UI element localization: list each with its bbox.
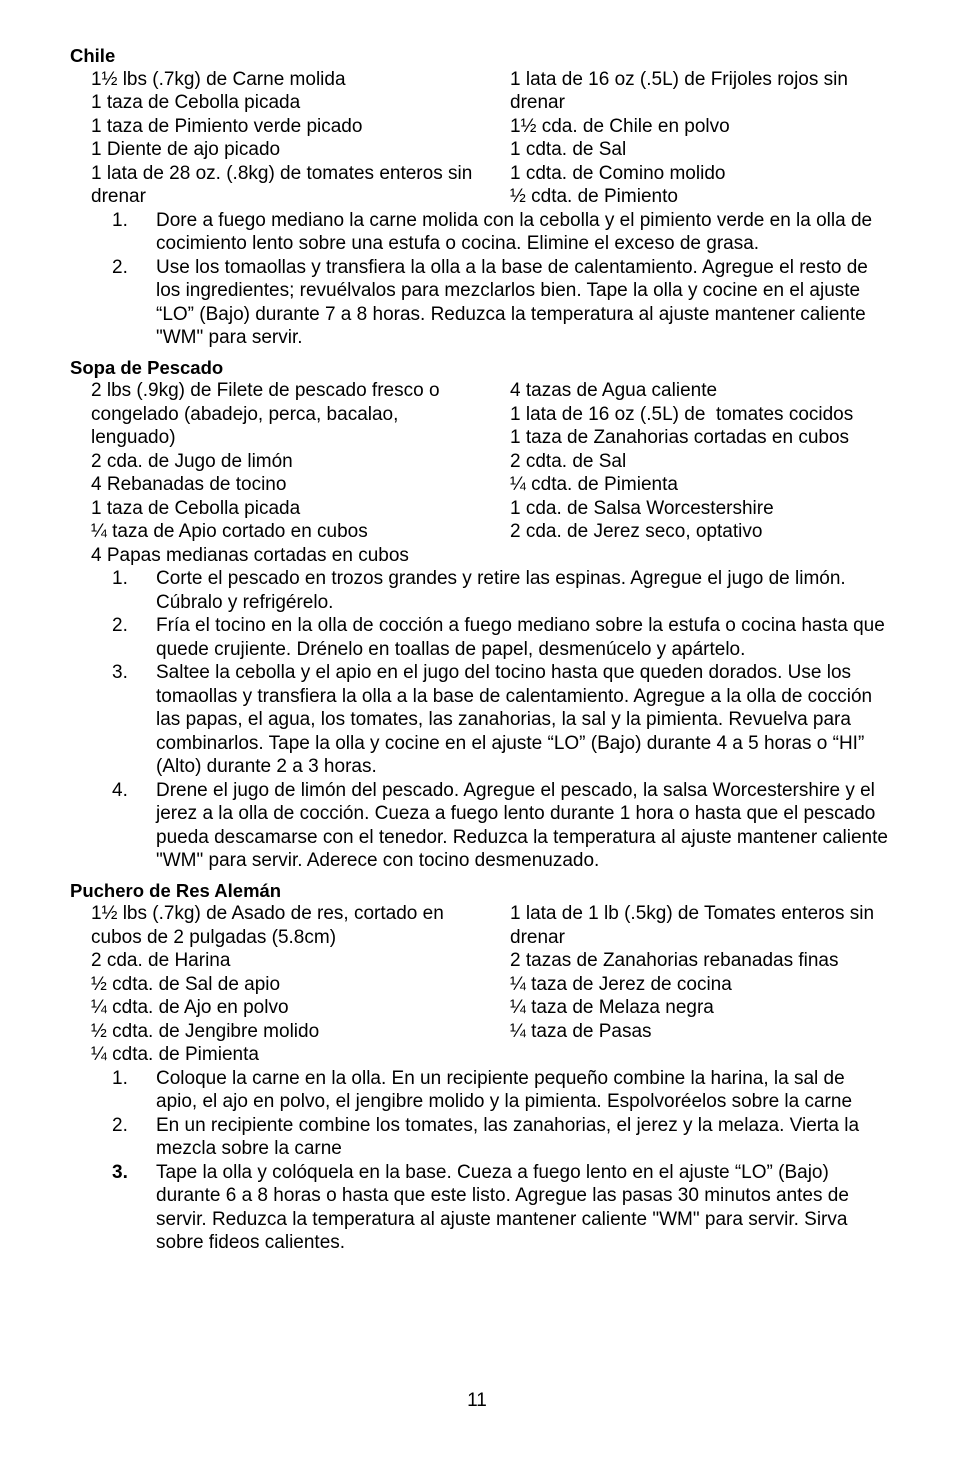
recipe-puchero-de-res-aleman — [70, 879, 890, 1255]
step-number: 3. — [112, 1161, 128, 1183]
ingredient: ½ cdta. de Pimiento — [510, 186, 678, 207]
recipe-chile — [70, 44, 890, 350]
ingredients-list — [70, 68, 890, 209]
ingredient: 1 lata de 28 oz. (.8kg) de tomates enteros sin drenar — [91, 162, 478, 207]
ingredient: 1 lata de 16 oz (.5L) de tomates cocidos — [510, 403, 854, 425]
recipe-title: Chile — [70, 45, 116, 66]
ingredient: 4 Papas medianas cortadas en cubos — [91, 544, 409, 566]
ingredient: 1 lata de 1 lb (.5kg) de Tomates enteros sin drenar — [510, 903, 880, 948]
ingredient: 1 cdta. de Sal — [510, 139, 627, 160]
ingredients-right-column — [510, 379, 890, 544]
ingredient: ¼ taza de Jerez de cocina — [510, 973, 732, 995]
ingredients-list — [70, 902, 890, 1043]
ingredients-left-column — [91, 68, 510, 209]
step — [70, 1067, 890, 1114]
step-number: 1. — [112, 568, 128, 589]
step-text: En un recipiente combine los tomates, las zanahorias, el jerez y la melaza. Vierta la mezcla sobre la carne — [156, 1114, 860, 1159]
step-text: Drene el jugo de limón del pescado. Agregue el pescado, la salsa Worcestershire y el jerez a la olla de cocción. Cueza a fuego lento durante 1 hora o hasta que el pescado pueda descamarse con el tenedor. Reduzca la temperatura al ajuste mantener caliente "WM" para servir. Aderece con tocino desmenuzado. — [156, 779, 888, 871]
ingredient: 1 cda. de Salsa Worcestershire — [510, 497, 774, 519]
step — [70, 614, 890, 661]
ingredient: ¼ taza de Melaza negra — [510, 997, 714, 1018]
ingredient: 1 lata de 16 oz (.5L) de Frijoles rojos sin drenar — [510, 68, 854, 113]
step-number: 4. — [112, 779, 128, 801]
step — [70, 779, 890, 873]
ingredient: ¼ taza de Apio cortado en cubos — [91, 521, 368, 542]
ingredient: 1 cdta. de Comino molido — [510, 162, 726, 184]
ingredients-list — [70, 379, 890, 544]
ingredient: 4 tazas de Agua caliente — [510, 380, 718, 401]
ingredient: 2 cdta. de Sal — [510, 450, 627, 472]
recipe-sopa-de-pescado — [70, 356, 890, 873]
step — [70, 1161, 890, 1255]
ingredient: ¼ taza de Pasas — [510, 1020, 652, 1042]
step-text: Coloque la carne en la olla. En un recipiente pequeño combine la harina, la sal de apio, el ajo en polvo, el jengibre molido y la pimienta. Espolvoréelos sobre la carne — [156, 1067, 853, 1112]
ingredient: 2 cda. de Jugo de limón — [91, 450, 293, 472]
step-text: Fría el tocino en la olla de cocción a fuego mediano sobre la estufa o cocina hasta que quede crujiente. Drénelo en toallas de papel, desmenúcelo y apártelo. — [156, 615, 885, 660]
step — [70, 567, 890, 614]
ingredient: 2 lbs (.9kg) de Filete de pescado fresco o congelado (abadejo, perca, bacalao, lenguado) — [91, 380, 445, 448]
ingredient: 1 taza de Pimiento verde picado — [91, 115, 363, 137]
step — [70, 1114, 890, 1161]
step-number: 2. — [112, 256, 128, 278]
step-text: Dore a fuego mediano la carne molida con la cebolla y el pimiento verde en la olla de cocimiento lento sobre una estufa o cocina. Elimine el exceso de grasa. — [156, 209, 873, 254]
step-number: 1. — [112, 1067, 128, 1089]
step — [70, 256, 890, 350]
recipe-title: Puchero de Res Alemán — [70, 879, 282, 901]
step-number: 2. — [112, 1114, 128, 1136]
step-text: Use los tomaollas y transfiera la olla a la base de calentamiento. Agregue el resto de los ingredientes; revuélvalos para mezclarlos bien. Tape la olla y cocine en el ajuste “LO” (Bajo) durante 7 a 8 horas. Reduzca la temperatura al ajuste mantener caliente "WM" para servir. — [156, 256, 868, 348]
ingredient: 2 cda. de Jerez seco, optativo — [510, 521, 763, 542]
ingredient: 1 taza de Cebolla picada — [91, 92, 301, 113]
step-number: 2. — [112, 615, 128, 636]
ingredients-left-column — [91, 379, 510, 544]
step-number: 3. — [112, 662, 128, 683]
ingredient: 1 taza de Cebolla picada — [91, 497, 301, 519]
page-number: 11 — [467, 1390, 487, 1411]
ingredient: 2 cda. de Harina — [91, 950, 231, 971]
ingredient: 1½ cda. de Chile en polvo — [510, 115, 730, 137]
ingredient: 2 tazas de Zanahorias rebanadas finas — [510, 950, 839, 971]
step-text: Tape la olla y colóquela en la base. Cueza a fuego lento en el ajuste “LO” (Bajo) durante 6 a 8 horas o hasta que este listo. Agregue las pasas 30 minutos antes de servir. Reduzca la temperatura al ajuste mantener caliente "WM" para servir. Sirva sobre fideos calientes. — [156, 1161, 849, 1253]
ingredients-right-column — [510, 902, 890, 1043]
ingredients-right-column — [510, 68, 890, 209]
step-number: 1. — [112, 209, 128, 231]
ingredient: 1 Diente de ajo picado — [91, 139, 281, 160]
step-text: Corte el pescado en trozos grandes y retire las espinas. Agregue el jugo de limón. Cúbralo y refrigérelo. — [156, 568, 846, 613]
step-text: Saltee la cebolla y el apio en el jugo del tocino hasta que queden dorados. Use los tomaollas y transfiera la olla a la base de calentamiento. Agregue a la olla de cocción las papas, el agua, los tomates, las zanahorias, la sal y la pimienta. Revuelva para combinarlos. Tape la olla y cocine en el ajuste “LO” (Bajo) durante 4 a 5 horas o “HI” (Alto) durante 2 a 3 horas. — [156, 662, 873, 777]
steps-list — [70, 209, 890, 350]
ingredient: 1 taza de Zanahorias cortadas en cubos — [510, 427, 850, 448]
step — [70, 661, 890, 779]
ingredients-left-column — [91, 902, 510, 1043]
ingredient: 4 Rebanadas de tocino — [91, 474, 287, 495]
ingredient: 1½ lbs (.7kg) de Asado de res, cortado en cubos de 2 pulgadas (5.8cm) — [91, 903, 450, 948]
ingredient: ¼ cdta. de Ajo en polvo — [91, 997, 289, 1018]
recipe-page — [70, 44, 890, 1261]
steps-list — [70, 567, 890, 873]
recipe-title: Sopa de Pescado — [70, 356, 224, 378]
ingredient: 1½ lbs (.7kg) de Carne molida — [91, 68, 346, 90]
ingredient: ¼ cdta. de Pimienta — [510, 474, 678, 495]
step — [70, 209, 890, 256]
steps-list — [70, 1067, 890, 1255]
ingredient: ½ cdta. de Sal de apio — [91, 973, 281, 995]
ingredient: ½ cdta. de Jengibre molido — [91, 1020, 320, 1042]
ingredient: ¼ cdta. de Pimienta — [91, 1044, 259, 1065]
